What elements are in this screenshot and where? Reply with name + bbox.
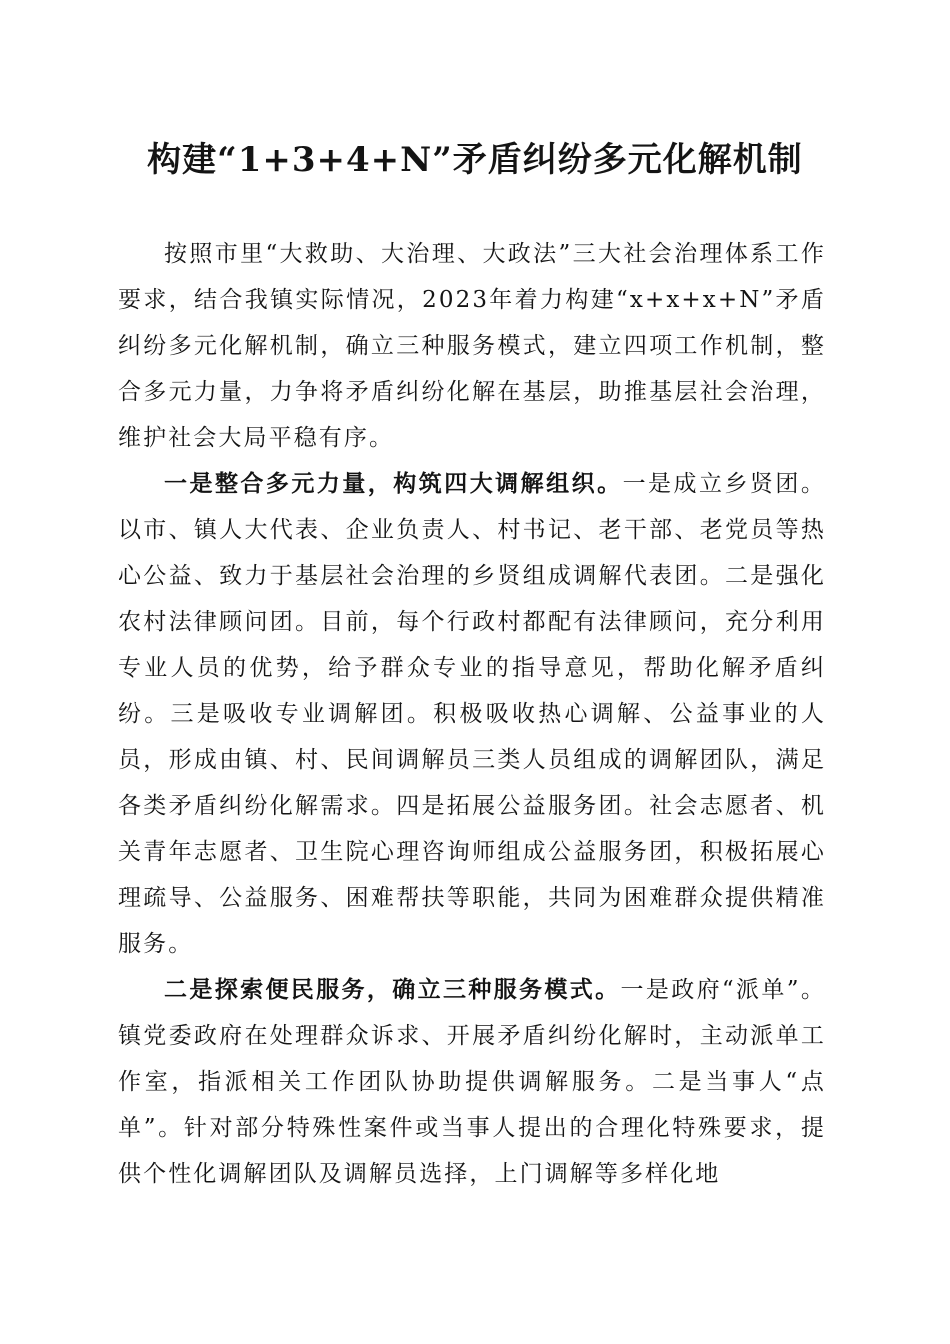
document-body: [118, 231, 826, 1197]
paragraph-lead: 一是整合多元力量，构筑四大调解组织。: [164, 470, 623, 497]
section-paragraph-2: [118, 967, 826, 1197]
paragraph-lead: 二是探索便民服务，确立三种服务模式。: [164, 976, 621, 1003]
intro-paragraph: [118, 231, 826, 461]
paragraph-text: 按照市里“大救助、大治理、大政法”三大社会治理体系工作要求，结合我镇实际情况，2023年着力构建“x+x+x+N”矛盾纠纷多元化解机制，确立三种服务模式，建立四项工作机制，整合多元力量，力争将矛盾纠纷化解在基层，助推基层社会治理，维护社会大局平稳有序。: [118, 241, 826, 451]
section-paragraph-1: [118, 461, 826, 967]
paragraph-text: 一是政府“派单”。镇党委政府在处理群众诉求、开展矛盾纠纷化解时，主动派单工作室，指派相关工作团队协助提供调解服务。二是当事人“点单”。针对部分特殊性案件或当事人提出的合理化特殊要求，提供个性化调解团队及调解员选择，上门调解等多样化地: [118, 977, 826, 1187]
paragraph-text: 一是成立乡贤团。以市、镇人大代表、企业负责人、村书记、老干部、老党员等热心公益、致力于基层社会治理的乡贤组成调解代表团。二是强化农村法律顾问团。目前，每个行政村都配有法律顾问，充分利用专业人员的优势，给予群众专业的指导意见，帮助化解矛盾纠纷。三是吸收专业调解团。积极吸收热心调解、公益事业的人员，形成由镇、村、民间调解员三类人员组成的调解团队，满足各类矛盾纠纷化解需求。四是拓展公益服务团。社会志愿者、机关青年志愿者、卫生院心理咨询师组成公益服务团，积极拓展心理疏导、公益服务、困难帮扶等职能，共同为困难群众提供精准服务。: [118, 471, 826, 957]
document-title: 构建“1+3+4+N”矛盾纠纷多元化解机制: [147, 140, 803, 180]
